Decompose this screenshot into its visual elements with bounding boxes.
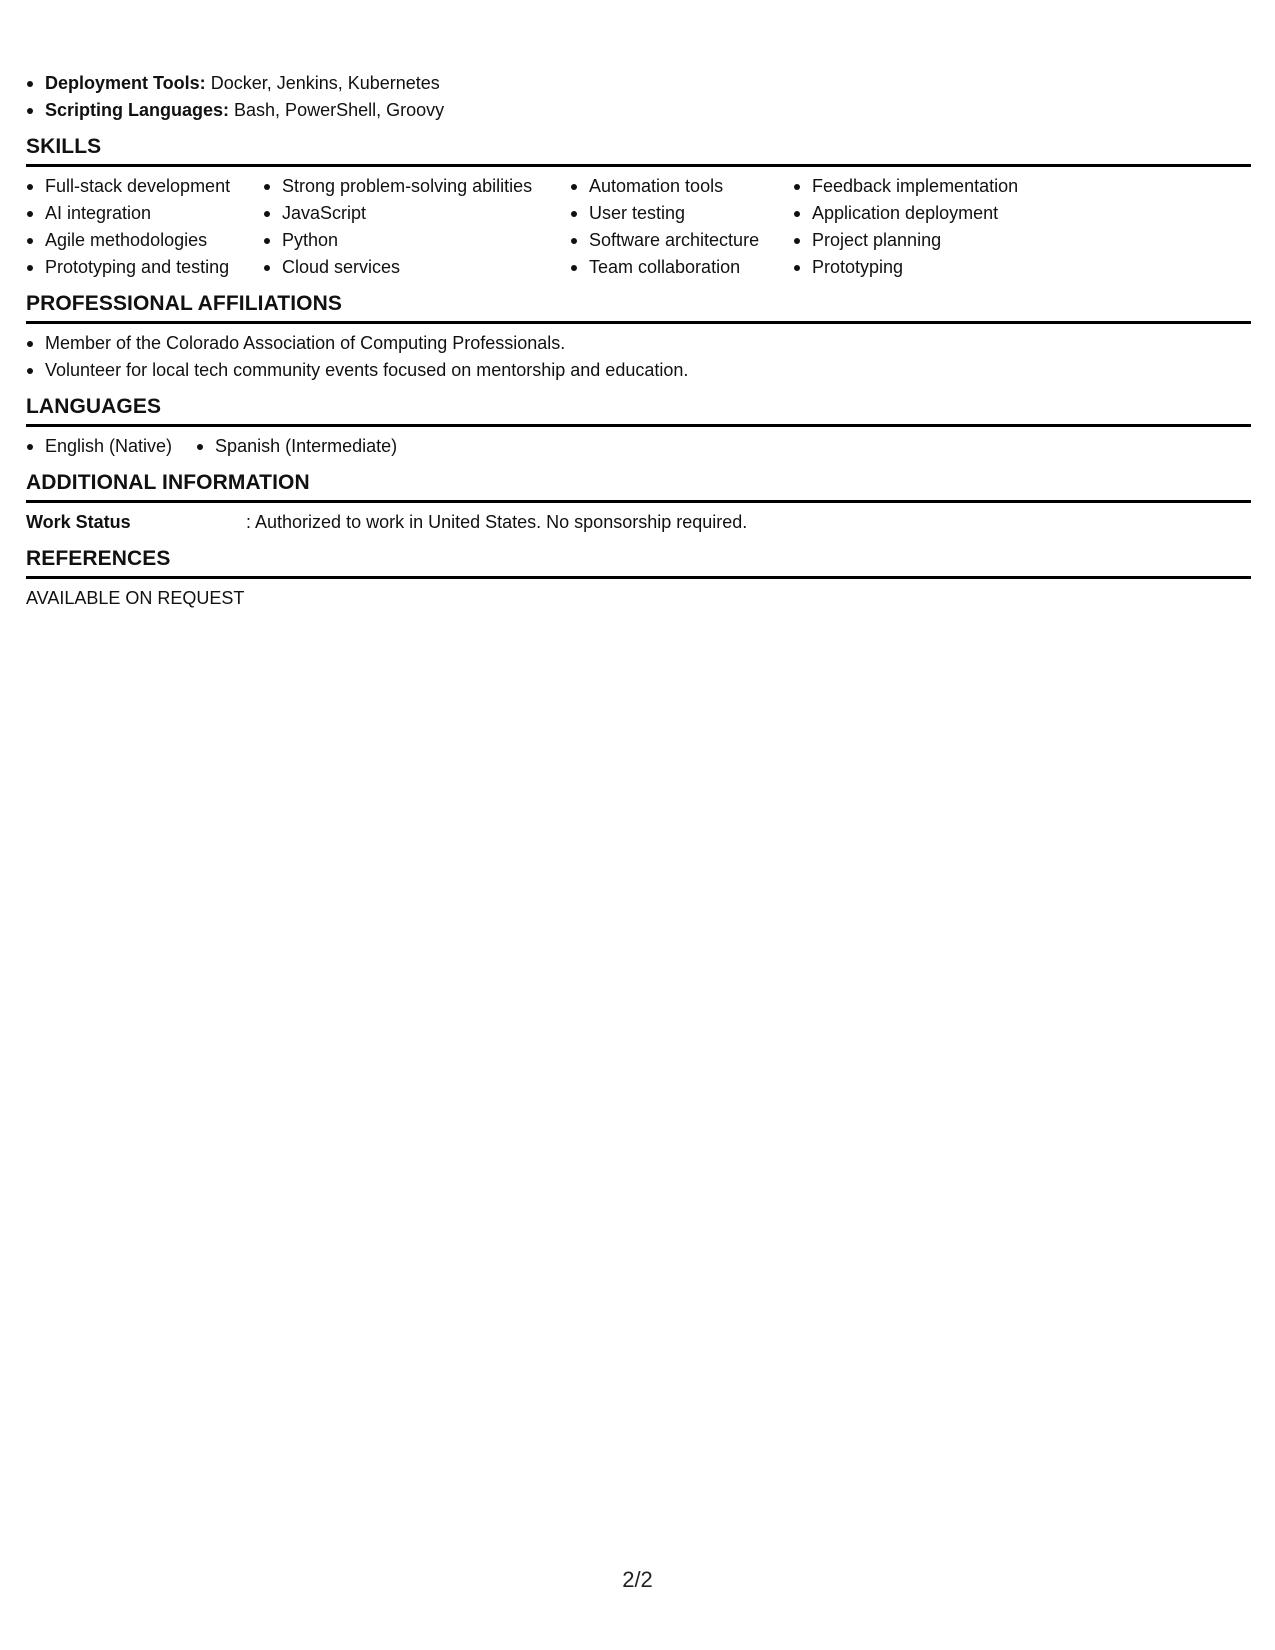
additional-info-section: [26, 469, 1251, 536]
list-item: Cloud services: [263, 254, 570, 281]
list-item: JavaScript: [263, 200, 570, 227]
list-item: Volunteer for local tech community events focused on mentorship and education.: [26, 357, 1251, 384]
tool-label: Scripting Languages:: [45, 100, 230, 120]
work-status-value: : Authorized to work in United States. No sponsorship required.: [246, 512, 748, 532]
references-text: AVAILABLE ON REQUEST: [26, 588, 245, 608]
skills-grid: [26, 167, 1251, 281]
skills-column: [793, 173, 1093, 281]
tool-label: Deployment Tools:: [45, 73, 206, 93]
list-item: Agile methodologies: [26, 227, 263, 254]
skills-section: [26, 133, 1251, 281]
list-item: Application deployment: [793, 200, 1093, 227]
list-item: Project planning: [793, 227, 1093, 254]
section-title: ADDITIONAL INFORMATION: [26, 469, 1251, 503]
list-item: Python: [263, 227, 570, 254]
list-item: Member of the Colorado Association of Computing Professionals.: [26, 330, 1251, 357]
skills-column: [570, 173, 793, 281]
list-item: Prototyping and testing: [26, 254, 263, 281]
languages-list: [26, 433, 1251, 460]
list-item: Feedback implementation: [793, 173, 1093, 200]
list-item: Software architecture: [570, 227, 793, 254]
skills-column: [26, 173, 263, 281]
list-item: Spanish (Intermediate): [196, 433, 397, 460]
page-number: 2/2: [622, 1567, 653, 1592]
affiliations-section: [26, 290, 1251, 384]
list-item: AI integration: [26, 200, 263, 227]
list-item: User testing: [570, 200, 793, 227]
tool-value: Docker, Jenkins, Kubernetes: [205, 73, 440, 93]
section-title: LANGUAGES: [26, 393, 1251, 427]
work-status-row: [26, 503, 1251, 536]
resume-page: [26, 70, 1251, 612]
skills-column: [263, 173, 570, 281]
work-status-label: Work Status: [26, 512, 131, 532]
references-section: [26, 545, 1251, 612]
tools-list: [26, 70, 1251, 124]
section-title: PROFESSIONAL AFFILIATIONS: [26, 290, 1251, 324]
affiliations-body: [26, 324, 1251, 384]
list-item: Team collaboration: [570, 254, 793, 281]
list-item: [26, 97, 1251, 124]
list-item: Strong problem-solving abilities: [263, 173, 570, 200]
list-item: Full-stack development: [26, 173, 263, 200]
list-item: Automation tools: [570, 173, 793, 200]
tool-value: Bash, PowerShell, Groovy: [229, 100, 445, 120]
list-item: Prototyping: [793, 254, 1093, 281]
list-item: [26, 70, 1251, 97]
affiliations-list: [26, 330, 1251, 384]
languages-body: [26, 427, 1251, 460]
languages-section: [26, 393, 1251, 460]
list-item: English (Native): [26, 433, 172, 460]
section-title: SKILLS: [26, 133, 1251, 167]
section-title: REFERENCES: [26, 545, 1251, 579]
